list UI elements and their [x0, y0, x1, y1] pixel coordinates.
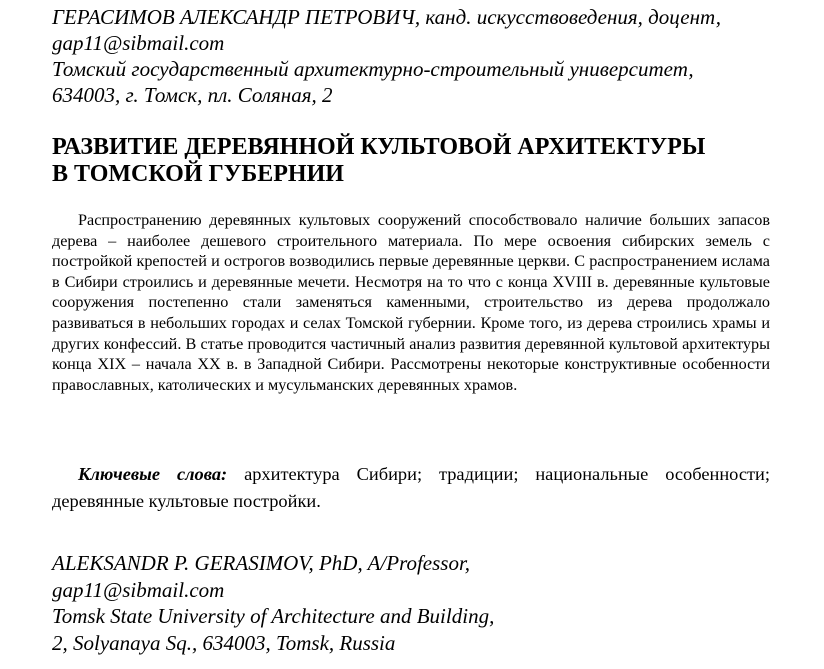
author-affiliation-ru: Томский государственный архитектурно-строительный университет, [52, 57, 694, 81]
author-name-ru: ГЕРАСИМОВ АЛЕКСАНДР ПЕТРОВИЧ, канд. искусствоведения, доцент, [52, 5, 721, 29]
author-info-en [52, 550, 774, 656]
keywords [52, 461, 770, 515]
paper-title [52, 134, 774, 188]
author-info-ru [52, 4, 774, 108]
abstract: Распространению деревянных культовых сооружений способствовало наличие больших запасов дерева – наиболее дешевого строительного материала. По мере освоения сибирских земель с постройкой крепостей и острогов возводились первые деревянные церкви. С распространением ислама в Сибири строились и деревянные мечети. Несмотря на то что с конца XVIII в. деревянные культовые сооружения постепенно стали заменяться каменными, строительство из дерева продолжало развиваться в небольших городах и селах Томской губернии. Кроме того, из дерева строились храмы и других конфессий. В статье проводится частичный анализ развития деревянной культовой архитектуры конца XIX – начала XX в. в Западной Сибири. Рассмотрены некоторые конструктивные особенности православных, католических и мусульманских деревянных храмов. [52, 211, 770, 394]
keywords-label: Ключевые слова: [78, 464, 228, 484]
author-email-ru: gap11@sibmail.com [52, 31, 225, 55]
author-address-ru: 634003, г. Томск, пл. Соляная, 2 [52, 83, 333, 107]
author-email-en: gap11@sibmail.com [52, 577, 225, 602]
author-name-en: ALEKSANDR P. GERASIMOV, PhD, A/Professor, [52, 551, 471, 575]
author-address-en: 2, Solyanaya Sq., 634003, Tomsk, Russia [52, 630, 396, 655]
paper-title-line-2: В ТОМСКОЙ ГУБЕРНИИ [52, 161, 344, 187]
author-affiliation-en: Tomsk State University of Architecture and Building, [52, 604, 495, 628]
paper-title-line-1: РАЗВИТИЕ ДЕРЕВЯННОЙ КУЛЬТОВОЙ АРХИТЕКТУРЫ [52, 134, 706, 160]
keywords-text: архитектура Сибири; традиции; национальные особенности; деревянные культовые постройки. [52, 464, 770, 511]
